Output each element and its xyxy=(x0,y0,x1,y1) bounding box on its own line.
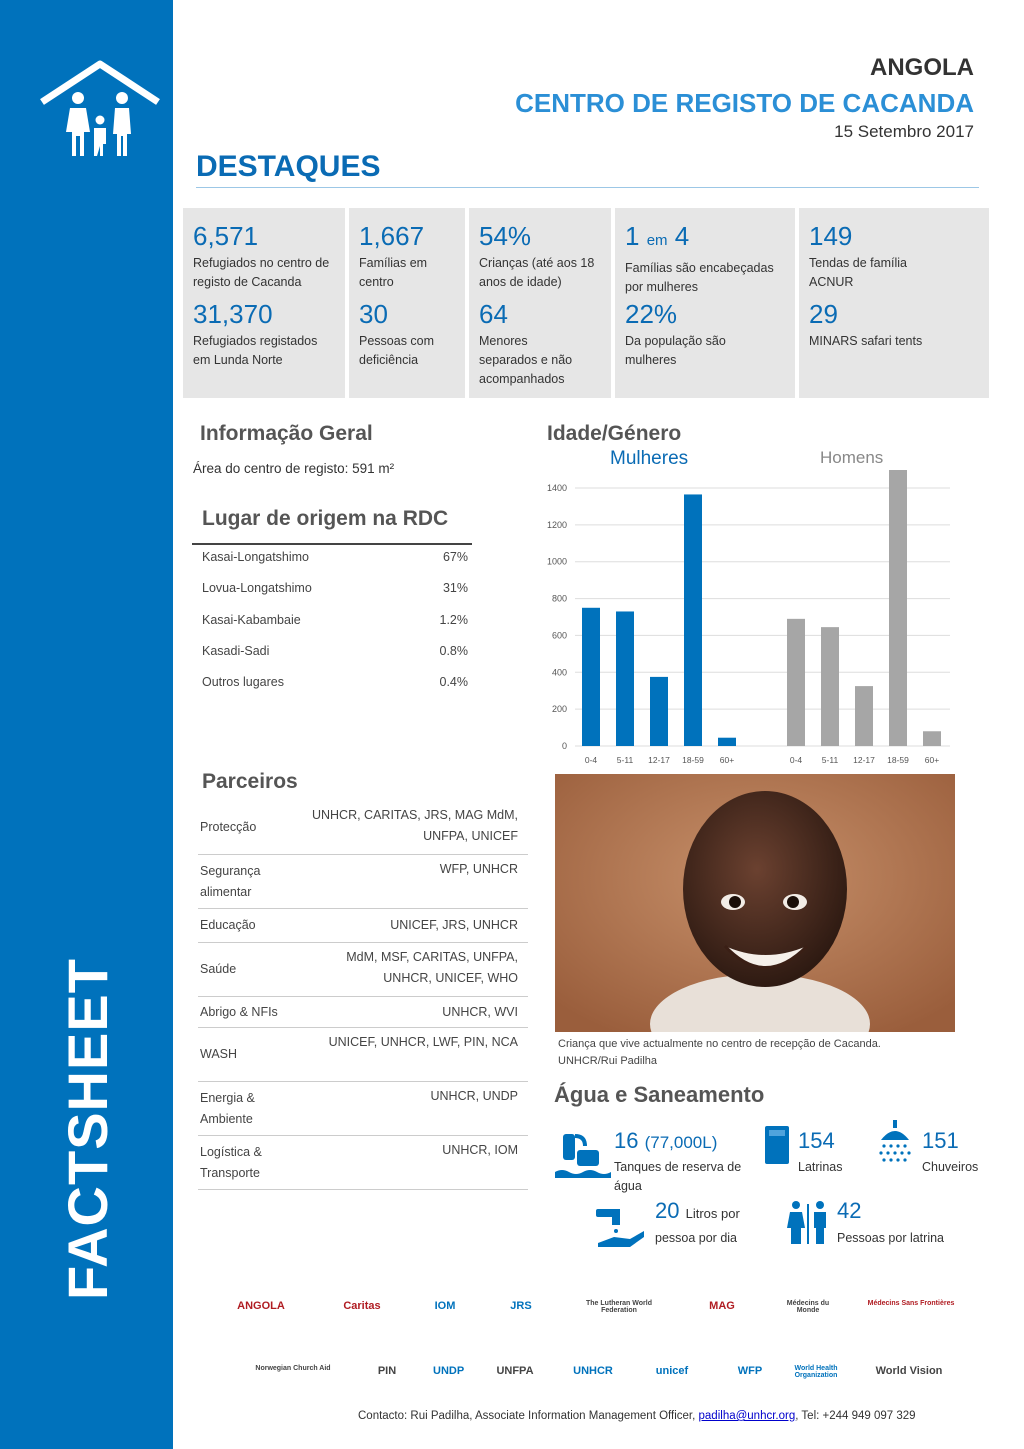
origin-pct: 1.2% xyxy=(439,613,468,627)
y-tick-label: 1000 xyxy=(546,556,567,567)
divider xyxy=(196,187,979,188)
highlight-label: MINARS safari tents xyxy=(809,334,923,348)
highlight-number: 30 xyxy=(359,299,388,329)
tanks-number: 16 xyxy=(614,1128,639,1153)
highlight-label: Tendas de família ACNUR xyxy=(809,256,907,289)
highlights-title: DESTAQUES xyxy=(196,150,381,183)
highlight-number: 6,571 xyxy=(193,221,259,251)
partner-logo: WFP xyxy=(737,1365,763,1377)
people-icon xyxy=(786,1200,830,1244)
bar-homens-5-11 xyxy=(821,627,839,746)
area-label: Área do centro de registo: 591 m² xyxy=(193,461,395,476)
origin-row xyxy=(202,644,468,658)
highlight-col xyxy=(615,208,799,398)
origin-pct: 0.4% xyxy=(439,675,468,689)
partner-sector: Logística & Transporte xyxy=(200,1145,262,1180)
partner-sector: Abrigo & NFIs xyxy=(200,1005,278,1019)
highlight-number: 29 xyxy=(809,299,838,329)
origin-row xyxy=(202,550,468,564)
partner-row xyxy=(198,857,528,909)
highlight-number-part: em xyxy=(646,232,668,249)
report-date: 15 Setembro 2017 xyxy=(834,122,974,141)
highlight-number: 54% xyxy=(479,221,532,251)
partner-logo: JRS xyxy=(510,1300,532,1312)
partner-row xyxy=(198,911,528,943)
contact-suffix: , Tel: +244 949 097 329 xyxy=(795,1410,916,1422)
tanks-count xyxy=(614,1128,717,1154)
child-photo xyxy=(555,774,955,1032)
x-tick-label: 60+ xyxy=(719,755,735,765)
divider xyxy=(192,543,472,545)
x-tick-label: 0-4 xyxy=(789,755,803,765)
partner-logo: The Lutheran World Federation xyxy=(586,1300,652,1314)
contact-email-link[interactable]: padilha@unhcr.org xyxy=(698,1410,796,1422)
caption-text: Criança que vive actualmente no centro de recepção de Cacanda. xyxy=(558,1038,881,1050)
highlight-number: 64 xyxy=(479,299,508,329)
partner-logo: IOM xyxy=(434,1300,456,1312)
partner-logo: UNDP xyxy=(433,1365,465,1377)
highlight-number: 1,667 xyxy=(359,221,425,251)
partner-orgs: UNHCR, WVI xyxy=(442,1005,518,1019)
highlight-number: 149 xyxy=(809,221,853,251)
water-tank-icon xyxy=(555,1128,611,1178)
partner-row xyxy=(198,1030,528,1082)
y-tick-label: 0 xyxy=(561,741,567,751)
bar-mulheres-5-11 xyxy=(616,611,634,746)
latrine-icon xyxy=(763,1124,791,1166)
origin-place: Outros lugares xyxy=(202,675,284,689)
origin-pct: 0.8% xyxy=(439,644,468,658)
partner-orgs: UNICEF, UNHCR, LWF, PIN, NCA xyxy=(328,1035,518,1049)
bar-homens-12-17 xyxy=(855,686,873,746)
people-label: Pessoas por latrina xyxy=(837,1231,945,1245)
age-gender-chart xyxy=(535,470,955,770)
partner-sector: Protecção xyxy=(200,820,257,834)
x-tick-label: 0-4 xyxy=(584,755,598,765)
partner-sector: WASH xyxy=(200,1047,238,1061)
x-tick-label: 18-59 xyxy=(887,755,909,765)
litres-label: pessoa por dia xyxy=(655,1231,738,1245)
partner-sector: Saúde xyxy=(200,962,237,976)
highlight-label: Pessoas com deficiência xyxy=(359,334,435,367)
highlight-number xyxy=(625,222,795,255)
photo-caption xyxy=(558,1036,958,1070)
partner-logo: World Vision xyxy=(875,1365,943,1377)
highlight-number: 22% xyxy=(625,299,678,329)
origin-place: Kasadi-Sadi xyxy=(202,644,270,658)
highlight-col xyxy=(349,208,469,398)
partner-logo: UNHCR xyxy=(573,1365,613,1377)
highlight-number-part: 1 xyxy=(625,221,640,251)
legend-homens: Homens xyxy=(820,448,884,467)
caption-credit: UNHCR/Rui Padilha xyxy=(558,1055,658,1067)
partner-row xyxy=(198,998,528,1028)
y-tick-label: 200 xyxy=(551,704,567,715)
x-tick-label: 18-59 xyxy=(682,755,704,765)
bar-mulheres-0-4 xyxy=(582,608,600,746)
origin-row xyxy=(202,613,468,627)
tanks-capacity: (77,000L) xyxy=(644,1133,718,1152)
origin-row xyxy=(202,675,468,689)
sidebar xyxy=(0,0,173,1449)
partner-logo: Norwegian Church Aid xyxy=(255,1365,331,1372)
highlight-label: Famílias são encabeçadas por mulheres xyxy=(625,261,774,294)
origin-place: Kasai-Kabambaie xyxy=(202,613,301,627)
x-tick-label: 60+ xyxy=(924,755,940,765)
people-number: 42 xyxy=(837,1198,862,1223)
partner-orgs: MdM, MSF, CARITAS, UNFPA, UNHCR, UNICEF, WHO xyxy=(346,950,518,985)
partner-orgs: UNHCR, UNDP xyxy=(430,1089,518,1103)
partner-orgs: UNICEF, JRS, UNHCR xyxy=(390,918,518,932)
partner-logo: unicef xyxy=(655,1365,689,1377)
highlight-number: 31,370 xyxy=(193,299,273,329)
partners-title: Parceiros xyxy=(202,770,298,793)
highlight-col xyxy=(799,208,989,398)
partner-logo: UNFPA xyxy=(496,1365,534,1377)
bar-homens-0-4 xyxy=(787,619,805,746)
country-title: ANGOLA xyxy=(870,54,974,81)
origin-row xyxy=(202,581,468,595)
y-tick-label: 400 xyxy=(551,667,567,678)
bar-mulheres-60+ xyxy=(718,738,736,746)
bar-homens-18-59 xyxy=(889,470,907,746)
x-tick-label: 5-11 xyxy=(821,755,839,765)
highlight-label: Crianças (até aos 18 anos de idade) xyxy=(479,256,595,289)
page-title: CENTRO DE REGISTO DE CACANDA xyxy=(515,88,974,118)
y-tick-label: 800 xyxy=(551,593,567,604)
contact-line xyxy=(358,1410,916,1422)
origin-place: Lovua-Longatshimo xyxy=(202,581,312,595)
partner-row xyxy=(198,803,528,855)
info-title: Informação Geral xyxy=(200,422,373,445)
shower-icon xyxy=(876,1120,914,1166)
chart-title: Idade/Género xyxy=(547,422,682,445)
bar-homens-60+ xyxy=(923,731,941,746)
partner-sector: Educação xyxy=(200,918,256,932)
origin-place: Kasai-Longatshimo xyxy=(202,550,310,564)
highlight-label: Da população são mulheres xyxy=(625,334,726,367)
family-shelter-icon xyxy=(38,58,162,162)
partner-logo: World Health Organization xyxy=(794,1365,838,1379)
bar-mulheres-12-17 xyxy=(650,677,668,746)
origin-pct: 67% xyxy=(442,550,468,564)
partner-row xyxy=(198,945,528,997)
partner-sector: Energia & Ambiente xyxy=(200,1091,255,1126)
factsheet-label: FACTSHEET xyxy=(56,958,119,1300)
highlight-label: Famílias em centro xyxy=(359,256,428,289)
highlights-box xyxy=(183,208,989,398)
partner-logo: MAG xyxy=(709,1300,735,1312)
latrines-number: 154 xyxy=(798,1128,835,1153)
litres-unit: Litros por xyxy=(685,1206,740,1221)
partner-orgs: UNHCR, CARITAS, JRS, MAG MdM, UNFPA, UNICEF xyxy=(311,808,518,843)
latrines-label: Latrinas xyxy=(798,1160,843,1174)
origin-pct: 31% xyxy=(442,581,468,595)
litres-count xyxy=(655,1198,740,1224)
y-tick-label: 600 xyxy=(551,630,567,641)
partner-row xyxy=(198,1138,528,1190)
x-tick-label: 12-17 xyxy=(853,755,875,765)
highlight-col xyxy=(183,208,349,398)
highlight-col xyxy=(469,208,615,398)
partner-orgs: WFP, UNHCR xyxy=(439,862,518,876)
tanks-label: Tanques de reserva de água xyxy=(614,1160,742,1193)
bar-mulheres-18-59 xyxy=(684,494,702,746)
highlight-label: Refugiados no centro de registo de Cacanda xyxy=(193,256,330,289)
tap-hand-icon xyxy=(594,1203,646,1247)
showers-number: 151 xyxy=(922,1128,959,1153)
partner-sector: Segurança alimentar xyxy=(200,864,261,899)
y-tick-label: 1200 xyxy=(546,519,567,530)
x-tick-label: 5-11 xyxy=(616,755,634,765)
partner-logo: Médecins du Monde xyxy=(786,1300,830,1314)
partner-logo: PIN xyxy=(377,1365,397,1377)
origin-title: Lugar de origem na RDC xyxy=(202,507,449,530)
partner-logo: Médecins Sans Frontières xyxy=(867,1300,955,1307)
partner-logo: Caritas xyxy=(343,1300,381,1312)
y-tick-label: 1400 xyxy=(546,483,567,493)
highlight-number-part: 4 xyxy=(674,221,690,251)
partner-row xyxy=(198,1084,528,1136)
partner-logo: ANGOLA xyxy=(237,1300,285,1312)
litres-number: 20 xyxy=(655,1198,680,1223)
partner-orgs: UNHCR, IOM xyxy=(442,1143,518,1157)
showers-label: Chuveiros xyxy=(922,1160,979,1174)
highlight-label: Refugiados registados em Lunda Norte xyxy=(193,334,318,367)
x-tick-label: 12-17 xyxy=(648,755,670,765)
contact-prefix: Contacto: Rui Padilha, Associate Information Management Officer, xyxy=(358,1410,696,1422)
highlight-label: Menores separados e não acompanhados xyxy=(479,334,573,386)
legend-mulheres: Mulheres xyxy=(610,448,689,469)
wash-title: Água e Saneamento xyxy=(554,1082,765,1107)
